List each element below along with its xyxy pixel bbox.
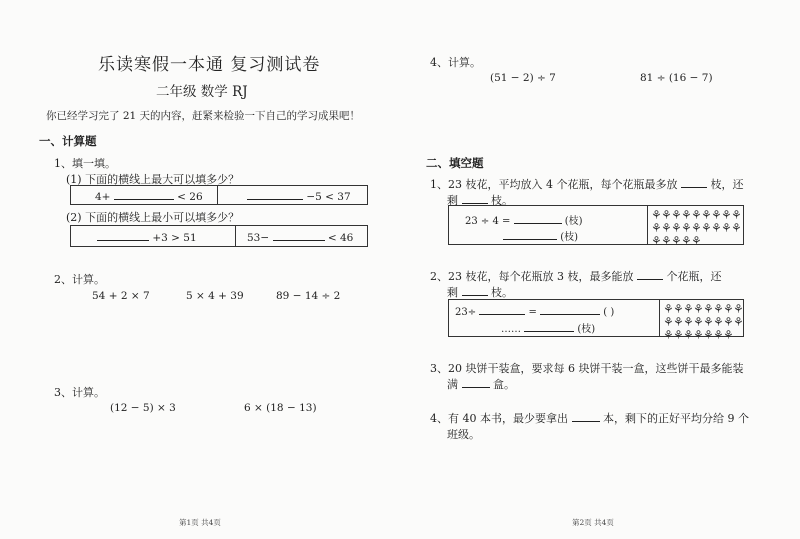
question-3-label: 3、计算。 (54, 386, 105, 399)
answer-blank[interactable] (637, 269, 663, 280)
q1-sub1-right-expr (247, 189, 351, 203)
flower-icon: ⚘ (723, 302, 734, 316)
question-1-label: 1、填一填。 (54, 157, 116, 170)
q2-expr-1: 54 + 2 × 7 (92, 290, 150, 302)
flower-icon: ⚘ (693, 315, 704, 329)
text-part: 2、23 枝花，每个花瓶放 3 枝，最多能放 (430, 270, 634, 283)
fill-3-line-2 (447, 376, 515, 392)
question-1-sub1: (1) 下面的横线上最大可以填多少？ (66, 173, 240, 186)
fill-3-line-1: 3、20 块饼干装盒，要求每 6 块饼干装一盒，这些饼干最多能装 (430, 362, 744, 375)
answer-blank[interactable] (524, 321, 574, 332)
expr-part: …… (501, 324, 521, 335)
q1-sub2-table (70, 225, 368, 247)
flower-icon: ⚘ (671, 234, 682, 248)
text-part: 本，剩下的正好平均分给 9 个 (603, 412, 749, 425)
text-part: 枝。 (491, 194, 513, 207)
flower-icon: ⚘ (661, 221, 672, 235)
flower-icon: ⚘ (731, 221, 742, 235)
flower-icon: ⚘ (701, 221, 712, 235)
flower-icon: ⚘ (661, 234, 672, 248)
text-part: 满 (447, 378, 458, 391)
expr-part: 23÷ (455, 307, 477, 318)
fill-2-remainder-line (501, 320, 595, 335)
flower-icon: ⚘ (673, 315, 684, 329)
q1-sub2-right-expr (247, 230, 353, 244)
answer-blank[interactable] (247, 189, 303, 200)
flower-icon: ⚘ (691, 234, 702, 248)
expr-part: 53− (247, 232, 270, 244)
text-part: 4、有 40 本书，最少要拿出 (430, 412, 568, 425)
question-2-label: 2、计算。 (54, 273, 105, 286)
answer-blank[interactable] (514, 213, 562, 224)
fill-1-expr-line (465, 212, 583, 227)
text-part: 枝，还 (710, 178, 744, 191)
text-part: 剩 (447, 194, 458, 207)
fill-1-line-1 (430, 176, 743, 192)
answer-blank[interactable] (462, 285, 488, 296)
answer-blank[interactable] (540, 304, 600, 315)
q3-expr-1: (12 − 5) × 3 (110, 402, 176, 414)
flower-icon: ⚘ (723, 315, 734, 329)
unit-label: ( ) (603, 307, 615, 318)
fill-2-line-1 (430, 268, 721, 284)
flower-icon: ⚘ (663, 302, 674, 316)
exam-title: 乐读寒假一本通 复习测试卷 (98, 55, 321, 75)
flower-icon: ⚘ (681, 221, 692, 235)
q1-sub1-left-expr (95, 189, 203, 203)
flower-icon: ⚘ (713, 315, 724, 329)
flower-icon: ⚘ (703, 315, 714, 329)
flower-icon: ⚘ (713, 302, 724, 316)
q1-sub2-left-expr (97, 230, 197, 244)
flower-icon: ⚘ (723, 328, 734, 342)
flower-icon: ⚘ (671, 221, 682, 235)
q2-expr-2: 5 × 4 + 39 (186, 290, 244, 302)
flower-icon: ⚘ (733, 302, 744, 316)
flower-icon: ⚘ (691, 208, 702, 222)
flower-icon: ⚘ (651, 208, 662, 222)
section-heading-fill: 二、填空题 (426, 156, 484, 170)
flower-icon: ⚘ (683, 302, 694, 316)
question-1-sub2: (2) 下面的横线上最小可以填多少？ (66, 211, 240, 224)
flower-icon: ⚘ (711, 221, 722, 235)
flower-icon: ⚘ (713, 328, 724, 342)
flower-icon: ⚘ (663, 315, 674, 329)
flower-icon: ⚘ (731, 208, 742, 222)
flower-icon: ⚘ (711, 208, 722, 222)
intro-text: 你已经学习完了 21 天的内容，赶紧来检验一下自己的学习成果吧！ (46, 110, 361, 122)
flower-icon: ⚘ (733, 315, 744, 329)
unit-label: (枝) (564, 216, 583, 227)
expr-part: 4+ (95, 191, 111, 203)
unit-label: (枝) (577, 324, 596, 335)
q1-sub1-table (70, 185, 368, 205)
right-page (400, 0, 800, 539)
answer-blank[interactable] (273, 230, 325, 241)
text-part: 剩 (447, 286, 458, 299)
answer-blank[interactable] (462, 377, 490, 388)
expr-part: = (528, 307, 537, 318)
flower-icon: ⚘ (693, 302, 704, 316)
flower-icon: ⚘ (673, 302, 684, 316)
answer-blank[interactable] (97, 230, 149, 241)
question-4-label: 4、计算。 (430, 56, 481, 69)
flower-icon: ⚘ (683, 315, 694, 329)
text-part: 枝。 (491, 286, 513, 299)
answer-blank[interactable] (462, 193, 488, 204)
fill-4-line-2: 班级。 (447, 428, 480, 441)
flower-icon: ⚘ (663, 328, 674, 342)
flower-icon: ⚘ (721, 221, 732, 235)
fill-1-remainder-line (503, 228, 578, 243)
section-heading-calculation: 一、计算题 (39, 134, 97, 148)
text-part: 个花瓶，还 (666, 270, 722, 283)
expr-part: −5 < 37 (306, 191, 351, 203)
answer-blank[interactable] (114, 189, 174, 200)
flower-icon: ⚘ (721, 208, 732, 222)
fill-2-line-2 (447, 284, 513, 300)
answer-blank[interactable] (681, 177, 707, 188)
fill-4-line-1 (430, 410, 749, 426)
q4-expr-2: 81 ÷ (16 − 7) (640, 72, 713, 84)
unit-label: (枝) (560, 232, 578, 243)
flower-icon: ⚘ (703, 328, 714, 342)
q3-expr-2: 6 × (18 − 13) (244, 402, 317, 414)
fill-2-expr-line (455, 304, 614, 318)
flower-icon: ⚘ (691, 221, 702, 235)
text-part: 盒。 (493, 378, 515, 391)
box-divider (659, 300, 660, 336)
page-footer: 第1页 共4页 (179, 518, 221, 527)
flower-icon: ⚘ (681, 208, 692, 222)
answer-blank[interactable] (572, 411, 600, 422)
fill-2-box (448, 299, 744, 342)
q4-expr-1: (51 − 2) ÷ 7 (490, 72, 556, 84)
answer-blank[interactable] (479, 304, 525, 315)
expr-part: < 26 (177, 191, 203, 203)
flower-icon: ⚘ (703, 302, 714, 316)
flower-grid-1 (651, 209, 743, 247)
flower-icon: ⚘ (661, 208, 672, 222)
flower-icon: ⚘ (673, 328, 684, 342)
page-footer: 第2页 共4页 (572, 518, 614, 527)
flower-icon: ⚘ (651, 221, 662, 235)
fill-1-box (448, 205, 744, 248)
flower-icon: ⚘ (701, 208, 712, 222)
text-part: 1、23 枝花，平均放入 4 个花瓶，每个花瓶最多放 (430, 178, 678, 191)
exam-subtitle: 二年级 数学 RJ (156, 84, 248, 100)
flower-grid-2 (663, 303, 743, 341)
expr-part: < 46 (327, 232, 354, 244)
flower-icon: ⚘ (671, 208, 682, 222)
table-divider (217, 186, 218, 204)
q2-expr-3: 89 − 14 ÷ 2 (276, 290, 341, 302)
answer-blank[interactable] (503, 229, 557, 240)
box-divider (647, 206, 648, 244)
flower-icon: ⚘ (683, 328, 694, 342)
expr-part: +3 > 51 (152, 232, 197, 244)
table-divider (235, 226, 236, 246)
flower-icon: ⚘ (693, 328, 704, 342)
flower-icon: ⚘ (681, 234, 692, 248)
expr-part: 23 ÷ 4 = (465, 216, 511, 227)
flower-icon: ⚘ (651, 234, 662, 248)
